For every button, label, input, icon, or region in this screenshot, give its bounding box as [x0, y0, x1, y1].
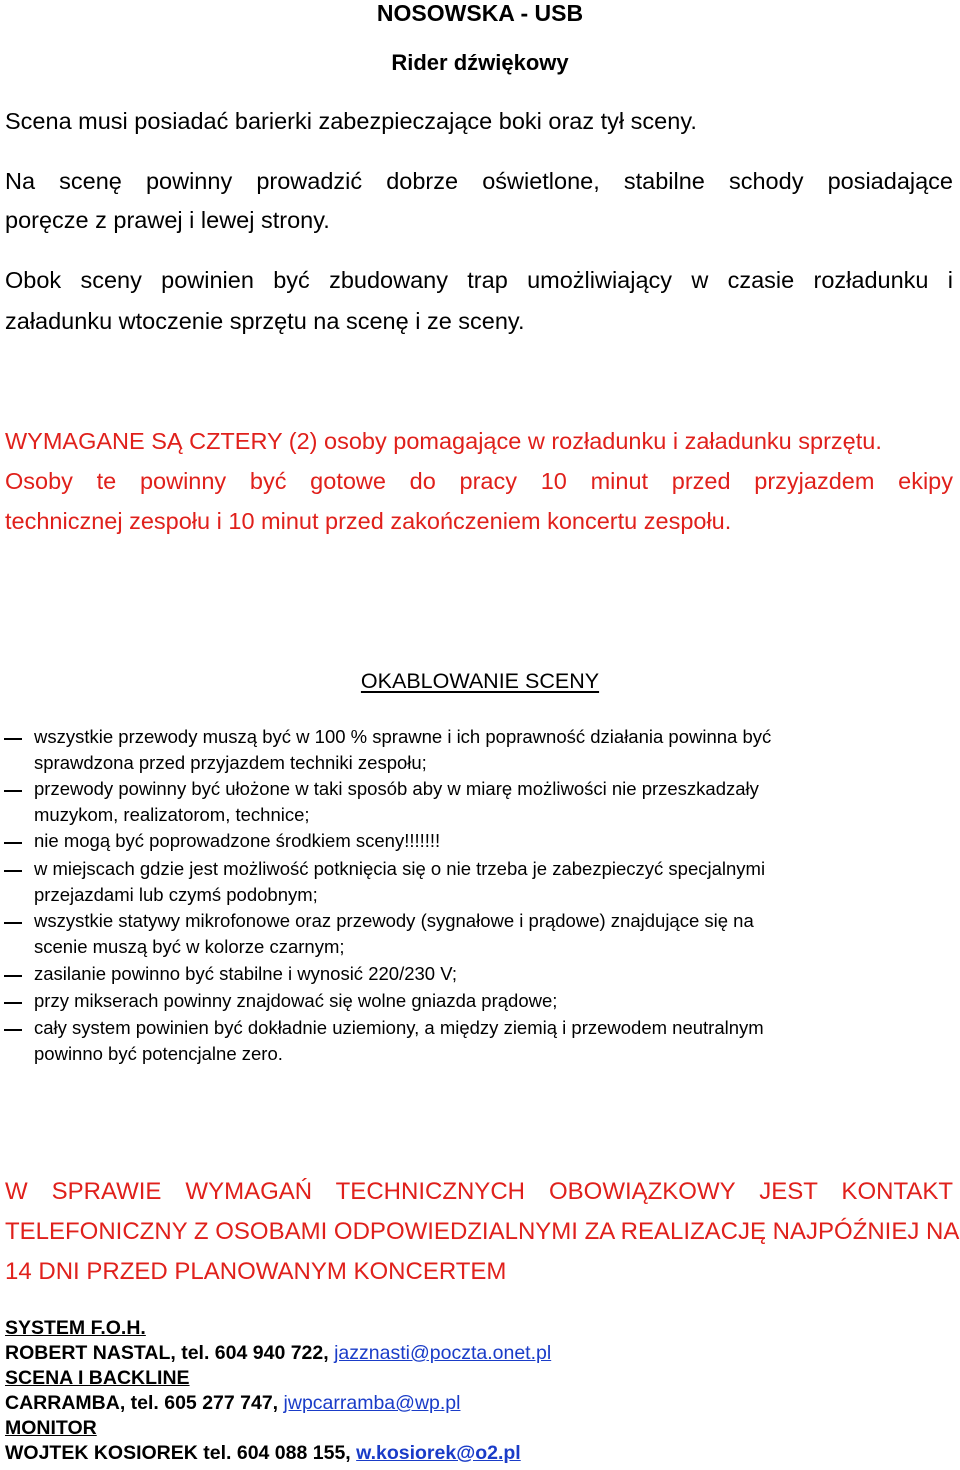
intro-paragraph-2-line-1: Na scenę powinny prowadzić dobrze oświetlone, stabilne schody posiadające — [5, 168, 953, 194]
list-item-line-1: cały system powinien być dokładnie uziemiony, a między ziemią i przewodem neutralnym — [34, 1017, 764, 1038]
contact-notice-line-3 — [5, 1252, 953, 1292]
cabling-heading: OKABLOWANIE SCENY — [360, 669, 600, 693]
contact-notice-line-1 — [5, 1172, 953, 1212]
dash-bullet-icon — [4, 738, 22, 740]
dash-bullet-icon — [4, 1002, 22, 1004]
list-item-line-1: wszystkie statywy mikrofonowe oraz przewody (sygnałowe i prądowe) znajdujące się na — [34, 910, 754, 931]
contact-notice-line-2 — [5, 1212, 960, 1252]
dash-bullet-icon — [4, 870, 22, 872]
contact-section-foh: SYSTEM F.O.H. — [5, 1317, 146, 1339]
list-item-line-2: muzykom, realizatorom, technice; — [34, 804, 310, 825]
intro-paragraph-3-line-1: Obok sceny powinien być zbudowany trap umożliwiający w czasie rozładunku i — [5, 267, 953, 293]
contact-row-monitor — [5, 1441, 551, 1466]
crew-notice-line-1: WYMAGANE SĄ CZTERY (2) osoby pomagające w rozładunku i załadunku sprzętu. — [5, 428, 882, 454]
list-item-line-1: zasilanie powinno być stabilne i wynosić 220/230 V; — [34, 963, 458, 984]
dash-bullet-icon — [4, 1029, 22, 1031]
contact-row-backline — [5, 1391, 551, 1416]
contact-notice-text-2: TELEFONICZNY Z OSOBAMI ODPOWIEDZIALNYMI ZA REALIZACJĘ NAJPÓŹNIEJ NA — [5, 1218, 960, 1245]
contact-person-backline: CARRAMBA, tel. 605 277 747, — [5, 1392, 284, 1414]
contact-person-foh: ROBERT NASTAL, tel. 604 940 722, — [5, 1342, 335, 1364]
contact-notice-text-3: 14 DNI PRZED PLANOWANYM KONCERTEM — [5, 1258, 507, 1285]
email-link-monitor[interactable]: w.kosiorek@o2.pl — [356, 1442, 521, 1464]
dash-bullet-icon — [4, 922, 22, 924]
contact-section-backline: SCENA I BACKLINE — [5, 1367, 190, 1389]
list-item-line-1: nie mogą być poprowadzone środkiem sceny!!!!!!! — [34, 830, 441, 851]
intro-paragraph-1: Scena musi posiadać barierki zabezpieczające boki oraz tył sceny. — [5, 108, 697, 134]
intro-paragraph-2-line-2: poręcze z prawej i lewej strony. — [5, 207, 330, 233]
email-link-foh[interactable]: jazznasti@poczta.onet.pl — [334, 1342, 552, 1364]
email-link-backline[interactable]: jwpcarramba@wp.pl — [283, 1392, 461, 1414]
list-item-line-1: przy mikserach powinny znajdować się wolne gniazda prądowe; — [34, 990, 558, 1011]
dash-bullet-icon — [4, 790, 22, 792]
dash-bullet-icon — [4, 975, 22, 977]
contact-row-foh — [5, 1341, 551, 1366]
contacts-block — [5, 1316, 551, 1466]
list-item-line-2: scenie muszą być w kolorze czarnym; — [34, 936, 345, 957]
contact-notice-text-1: W SPRAWIE WYMAGAŃ TECHNICZNYCH OBOWIĄZKOWY JEST KONTAKT — [5, 1178, 953, 1205]
contact-person-monitor: WOJTEK KOSIOREK tel. 604 088 155, — [5, 1442, 357, 1464]
intro-paragraph-3-line-2: załadunku wtoczenie sprzętu na scenę i ze sceny. — [5, 308, 525, 334]
crew-notice-line-3: technicznej zespołu i 10 minut przed zakończeniem koncertu zespołu. — [5, 508, 732, 534]
document-subtitle: Rider dźwiękowy — [391, 50, 569, 75]
contact-section-monitor: MONITOR — [5, 1417, 97, 1439]
dash-bullet-icon — [4, 842, 22, 844]
list-item-line-1: przewody powinny być ułożone w taki sposób aby w miarę możliwości nie przeszkadzały — [34, 778, 759, 799]
document-title: NOSOWSKA - USB — [376, 0, 584, 26]
list-item-line-2: sprawdzona przed przyjazdem techniki zespołu; — [34, 752, 427, 773]
list-item-line-1: w miejscach gdzie jest możliwość potknięcia się o nie trzeba je zabezpieczyć specjalnymi — [34, 858, 766, 879]
list-item-line-2: powinno być potencjalne zero. — [34, 1043, 283, 1064]
crew-notice-line-2: Osoby te powinny być gotowe do pracy 10 minut przed przyjazdem ekipy — [5, 468, 953, 494]
list-item-line-1: wszystkie przewody muszą być w 100 % sprawne i ich poprawność działania powinna być — [34, 726, 772, 747]
list-item-line-2: przejazdami lub czymś podobnym; — [34, 884, 318, 905]
